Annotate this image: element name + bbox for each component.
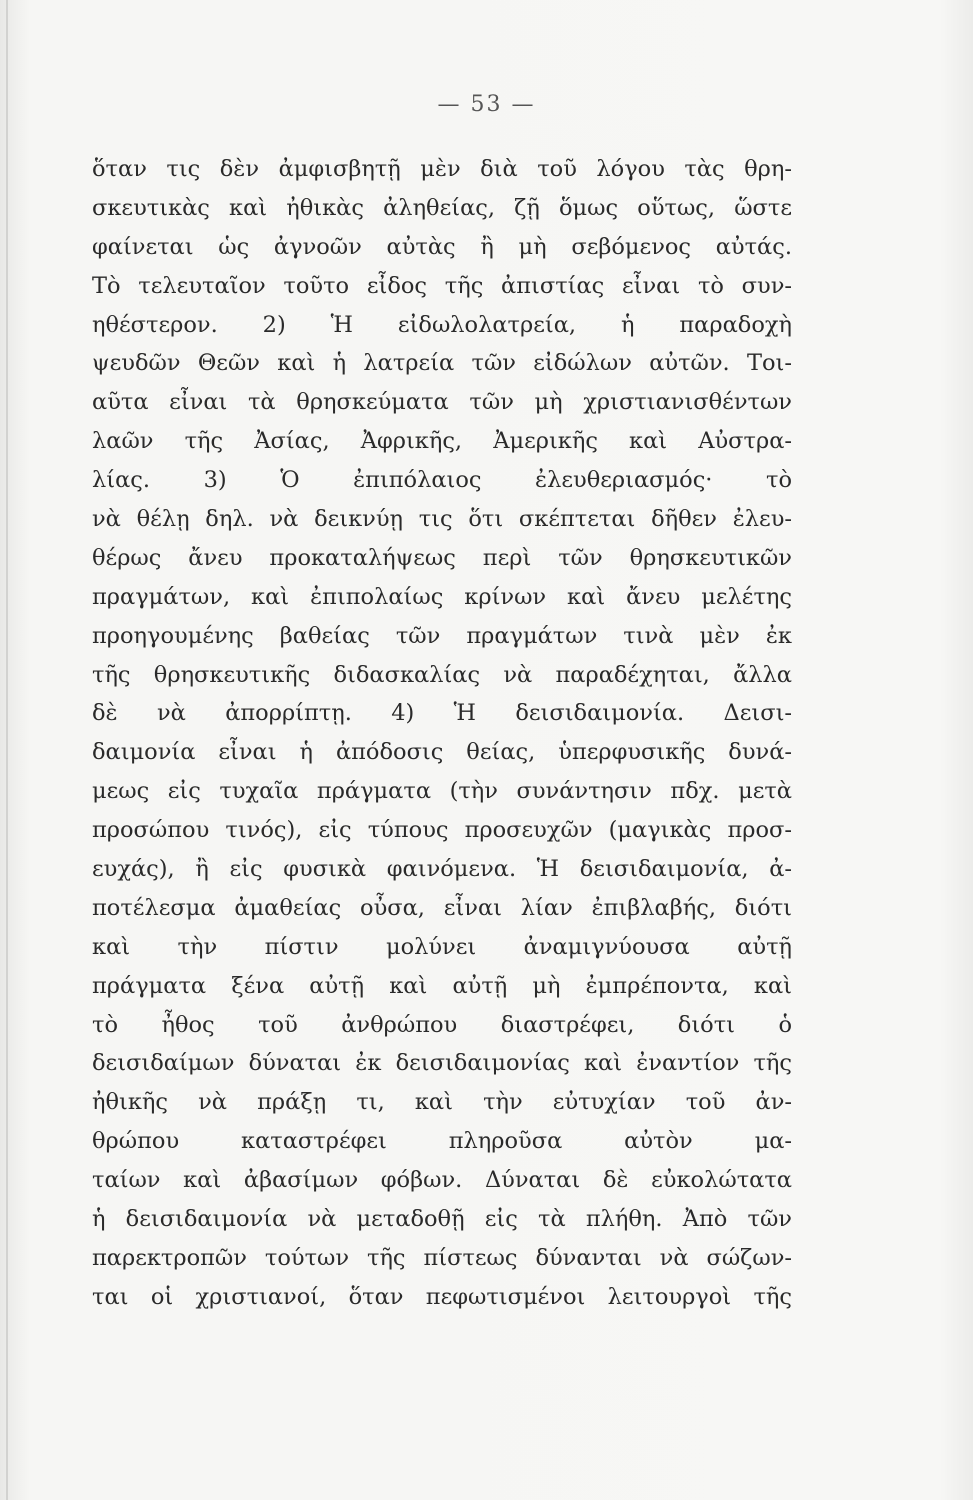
body-text bbox=[92, 150, 792, 1317]
text-line: ηθέστερον. 2) Ἡ εἰδωλολατρεία, ἡ παραδοχὴ bbox=[92, 311, 792, 338]
text-line: ψευδῶν Θεῶν καὶ ἡ λατρεία τῶν εἰδώλων αὐτῶν. Τοι- bbox=[92, 350, 792, 377]
text-line: σκευτικὰς καὶ ἠθικὰς ἀληθείας, ζῇ ὅμως οὕτως, ὥστε bbox=[92, 194, 792, 221]
text-line: πραγμάτων, καὶ ἐπιπολαίως κρίνων καὶ ἄνευ μελέτης bbox=[92, 583, 792, 610]
text-line: παρεκτροπῶν τούτων τῆς πίστεως δύνανται νὰ σώζων- bbox=[92, 1244, 792, 1271]
text-line: ευχάς), ἢ εἰς φυσικὰ φαινόμενα. Ἡ δεισιδαιμονία, ἀ- bbox=[92, 856, 792, 883]
text-line: τὸ ἦθος τοῦ ἀνθρώπου διαστρέφει, διότι ὁ bbox=[92, 1011, 792, 1038]
text-line: ποτέλεσμα ἀμαθείας οὖσα, εἶναι λίαν ἐπιβλαβής, διότι bbox=[92, 894, 792, 921]
text-line: Τὸ τελευταῖον τοῦτο εἶδος τῆς ἀπιστίας εἶναι τὸ συν- bbox=[92, 272, 792, 299]
text-line: λίας. 3) Ὁ ἐπιπόλαιος ἐλευθεριασμός· τὸ bbox=[92, 467, 792, 494]
text-line: προηγουμένης βαθείας τῶν πραγμάτων τινὰ μὲν ἐκ bbox=[92, 622, 792, 649]
text-line: δεισιδαίμων δύναται ἐκ δεισιδαιμονίας καὶ ἐναντίον τῆς bbox=[92, 1050, 792, 1077]
text-line: δαιμονία εἶναι ἡ ἀπόδοσις θείας, ὑπερφυσικῆς δυνά- bbox=[92, 739, 792, 766]
page-number: — 53 — bbox=[437, 92, 536, 117]
text-line: ται οἱ χριστιανοί, ὅταν πεφωτισμένοι λειτουργοὶ τῆς bbox=[92, 1283, 792, 1310]
text-line: καὶ τὴν πίστιν μολύνει ἀναμιγνύουσα αὐτῇ bbox=[92, 933, 792, 960]
text-line: ταίων καὶ ἀβασίμων φόβων. Δύναται δὲ εὐκολώτατα bbox=[92, 1167, 792, 1194]
text-line: ἡ δεισιδαιμονία νὰ μεταδοθῇ εἰς τὰ πλήθη. Ἀπὸ τῶν bbox=[92, 1206, 792, 1233]
text-line: ἠθικῆς νὰ πράξῃ τι, καὶ τὴν εὐτυχίαν τοῦ ἀν- bbox=[92, 1089, 792, 1116]
text-line: τῆς θρησκευτικῆς διδασκαλίας νὰ παραδέχηται, ἄλλα bbox=[92, 661, 792, 688]
page-edge bbox=[6, 0, 8, 1500]
text-line: ὅταν τις δὲν ἀμφισβητῇ μὲν διὰ τοῦ λόγου τὰς θρη- bbox=[92, 156, 792, 182]
text-line: αῦτα εἶναι τὰ θρησκεύματα τῶν μὴ χριστιανισθέντων bbox=[92, 389, 792, 416]
text-line: μεως εἰς τυχαῖα πράγματα (τὴν συνάντησιν πδχ. μετὰ bbox=[92, 778, 792, 805]
text-line: προσώπου τινός), εἰς τύπους προσευχῶν (μαγικὰς προσ- bbox=[92, 817, 792, 844]
text-line: λαῶν τῆς Ἀσίας, Ἀφρικῆς, Ἀμερικῆς καὶ Αὐστρα- bbox=[92, 428, 792, 455]
text-line: πράγματα ξένα αὐτῇ καὶ αὐτῇ μὴ ἐμπρέποντα, καὶ bbox=[92, 972, 792, 999]
text-line: δὲ νὰ ἀπορρίπτῃ. 4) Ἡ δεισιδαιμονία. Δεισι- bbox=[92, 700, 792, 727]
text-line: φαίνεται ὡς ἀγνοῶν αὐτὰς ἢ μὴ σεβόμενος αὐτάς. bbox=[92, 233, 792, 260]
text-line: νὰ θέλῃ δηλ. νὰ δεικνύῃ τις ὅτι σκέπτεται δῆθεν ἐλευ- bbox=[92, 506, 792, 533]
text-line: θέρως ἄνευ προκαταλήψεως περὶ τῶν θρησκευτικῶν bbox=[92, 544, 792, 571]
text-line: θρώπου καταστρέφει πληροῦσα αὐτὸν μα- bbox=[92, 1128, 792, 1155]
